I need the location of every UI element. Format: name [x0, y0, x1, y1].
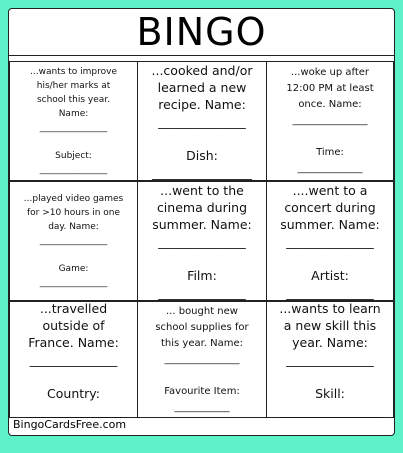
bingo-cell[interactable]: ...played video games for >10 hours in one day. Name: _______________ Game: _______________ — [9, 181, 138, 301]
card-title: BINGO — [136, 10, 267, 54]
bingo-cell[interactable]: ....went to a concert during summer. Name: ______________ Artist: ______________ — [267, 181, 394, 301]
bingo-card — [8, 8, 395, 436]
bingo-cell[interactable]: ...cooked and/or learned a new recipe. Name: ______________ Dish: ________________ — [138, 61, 267, 181]
bingo-cell[interactable]: ...wants to learn a new skill this year. Name: ______________ Skill: ________________ — [267, 301, 394, 418]
bingo-grid — [9, 61, 394, 418]
bingo-cell[interactable]: ...went to the cinema during summer. Name: ______________ Film: ______________ — [138, 181, 267, 301]
bingo-cell[interactable]: ...woke up after 12:00 PM at least once. Name: _______________ Time: _____________ — [267, 61, 394, 181]
footer-credit: BingoCardsFree.com — [13, 418, 127, 431]
bingo-cell[interactable]: ...travelled outside of France. Name: ______________ Country: _______________ — [9, 301, 138, 418]
title-divider — [9, 55, 394, 56]
bingo-cell[interactable]: ...wants to improve his/her marks at school this year. Name: _______________ Subject: _______________ — [9, 61, 138, 181]
bingo-cell[interactable]: ... bought new school supplies for this year. Name: _______________ Favourite Item: ___________ — [138, 301, 267, 418]
